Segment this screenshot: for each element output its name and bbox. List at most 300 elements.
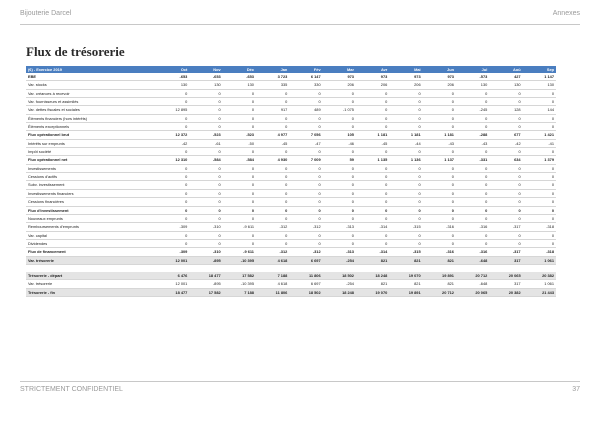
table-cell: 0 xyxy=(156,173,189,181)
table-cell: 0 xyxy=(289,89,322,97)
table-cell: 0 xyxy=(456,181,489,189)
column-header-month: Oct xyxy=(156,66,189,73)
table-cell: -653 xyxy=(189,73,222,81)
page-title: Flux de trésorerie xyxy=(26,44,125,59)
table-cell: 0 xyxy=(189,106,222,114)
column-header-month: Mar xyxy=(323,66,356,73)
table-row xyxy=(26,89,556,97)
table-cell: 0 xyxy=(156,214,189,222)
table-cell: -653 xyxy=(223,73,256,81)
table-cell: 1 421 xyxy=(523,131,556,139)
table-cell: 0 xyxy=(389,231,422,239)
table-cell: 0 xyxy=(423,106,456,114)
table-cell: 18 477 xyxy=(189,272,222,280)
table-cell: 0 xyxy=(289,231,322,239)
table-row xyxy=(26,139,556,147)
table-cell: 0 xyxy=(489,123,522,131)
table-cell: -315 xyxy=(389,248,422,256)
table-cell: 0 xyxy=(356,214,389,222)
table-cell: 0 xyxy=(356,89,389,97)
table-cell: 0 xyxy=(523,164,556,172)
table-cell: 0 xyxy=(189,189,222,197)
table-cell: -313 xyxy=(323,223,356,231)
row-label xyxy=(26,264,156,272)
footer-divider xyxy=(20,381,580,382)
table-cell: 0 xyxy=(289,148,322,156)
table-cell: 0 xyxy=(156,114,189,122)
page-footer xyxy=(20,386,580,398)
table-row xyxy=(26,256,556,264)
table-cell: 821 xyxy=(423,256,456,264)
table-cell: -288 xyxy=(456,131,489,139)
table-cell: 19 891 xyxy=(389,288,422,296)
table-cell: 0 xyxy=(289,98,322,106)
table-row xyxy=(26,239,556,247)
table-cell: 0 xyxy=(189,89,222,97)
row-label: Var. trésorerie xyxy=(26,256,156,264)
table-cell: 0 xyxy=(423,189,456,197)
table-cell: 0 xyxy=(489,173,522,181)
table-cell: 0 xyxy=(189,231,222,239)
table-cell: 1 137 xyxy=(423,156,456,164)
table-cell: 0 xyxy=(189,114,222,122)
table-cell: 1 181 xyxy=(389,131,422,139)
table-cell: 0 xyxy=(223,214,256,222)
row-label: Trésorerie - fin xyxy=(26,288,156,296)
table-cell: 4 930 xyxy=(256,156,289,164)
table-cell: -43 xyxy=(423,139,456,147)
table-cell xyxy=(489,264,522,272)
table-cell: 18 248 xyxy=(356,272,389,280)
table-cell: 0 xyxy=(423,206,456,214)
table-cell: -42 xyxy=(489,139,522,147)
column-header-month: Fév xyxy=(289,66,322,73)
table-cell: 20 382 xyxy=(489,288,522,296)
table-cell: 20 065 xyxy=(456,288,489,296)
table-cell: 0 xyxy=(423,123,456,131)
table-cell: -312 xyxy=(256,223,289,231)
table-cell: 11 806 xyxy=(289,272,322,280)
table-cell: 0 xyxy=(389,198,422,206)
table-cell: 1 181 xyxy=(356,131,389,139)
table-cell: 0 xyxy=(156,98,189,106)
table-cell: -584 xyxy=(189,156,222,164)
table-cell: 0 xyxy=(489,98,522,106)
table-cell: -310 xyxy=(189,223,222,231)
table-cell: 130 xyxy=(489,81,522,89)
table-cell: 4 977 xyxy=(256,131,289,139)
table-cell: 0 xyxy=(523,98,556,106)
table-cell: 0 xyxy=(189,173,222,181)
table-cell: 0 xyxy=(389,114,422,122)
table-cell: 0 xyxy=(189,214,222,222)
table-cell: -314 xyxy=(356,223,389,231)
table-row xyxy=(26,173,556,181)
table-cell: 130 xyxy=(223,81,256,89)
column-header-month: Déc xyxy=(223,66,256,73)
table-cell: -44 xyxy=(389,139,422,147)
table-cell: 0 xyxy=(289,173,322,181)
table-cell: 0 xyxy=(256,164,289,172)
table-cell xyxy=(523,264,556,272)
table-cell: 130 xyxy=(156,81,189,89)
table-cell: 0 xyxy=(523,206,556,214)
table-cell: 0 xyxy=(389,206,422,214)
table-cell: 634 xyxy=(489,156,522,164)
column-header-month: Jan xyxy=(256,66,289,73)
table-cell: 0 xyxy=(523,189,556,197)
table-cell: -45 xyxy=(356,139,389,147)
company-name: Bijouterie Darcel xyxy=(20,10,72,17)
table-cell: 0 xyxy=(223,89,256,97)
table-cell: 0 xyxy=(256,239,289,247)
table-cell: 0 xyxy=(156,198,189,206)
table-cell: 6 697 xyxy=(289,256,322,264)
table-cell: 0 xyxy=(389,214,422,222)
table-cell: 0 xyxy=(356,106,389,114)
table-cell: -314 xyxy=(356,248,389,256)
table-cell: -573 xyxy=(456,73,489,81)
table-cell: 821 xyxy=(356,256,389,264)
table-cell: 1 061 xyxy=(523,256,556,264)
table-cell: 0 xyxy=(256,231,289,239)
table-row xyxy=(26,198,556,206)
table-cell: 0 xyxy=(356,198,389,206)
table-row xyxy=(26,148,556,156)
table-row xyxy=(26,181,556,189)
row-label: Remboursements d'emprunts xyxy=(26,223,156,231)
table-cell: 0 xyxy=(456,164,489,172)
table-cell: 0 xyxy=(489,214,522,222)
table-cell: -648 xyxy=(456,280,489,288)
table-cell: 0 xyxy=(289,164,322,172)
row-label: Flux opérationnel net xyxy=(26,156,156,164)
table-cell: 12 310 xyxy=(156,156,189,164)
table-cell: 0 xyxy=(289,114,322,122)
table-cell: 0 xyxy=(189,198,222,206)
table-row xyxy=(26,73,556,81)
table-cell: 0 xyxy=(456,206,489,214)
row-label: Investissements xyxy=(26,164,156,172)
table-cell: 0 xyxy=(423,198,456,206)
table-cell: 20 065 xyxy=(489,272,522,280)
table-cell: 0 xyxy=(489,239,522,247)
table-cell: 0 xyxy=(456,114,489,122)
table-cell: 0 xyxy=(389,189,422,197)
table-row xyxy=(26,264,556,272)
table-cell: -895 xyxy=(189,280,222,288)
table-cell: 105 xyxy=(323,131,356,139)
table-header-row xyxy=(26,66,556,73)
row-label: Éléments exceptionnels xyxy=(26,123,156,131)
table-cell xyxy=(389,264,422,272)
table-cell: 0 xyxy=(289,123,322,131)
table-cell: 0 xyxy=(523,214,556,222)
table-cell: 1 147 xyxy=(523,73,556,81)
table-cell: 0 xyxy=(323,198,356,206)
table-cell: -317 xyxy=(489,248,522,256)
table-cell: -523 xyxy=(189,131,222,139)
row-label: Var. stocks xyxy=(26,81,156,89)
table-cell xyxy=(223,264,256,272)
table-cell: 19 070 xyxy=(389,272,422,280)
table-cell: 6 697 xyxy=(289,280,322,288)
table-cell: 0 xyxy=(489,89,522,97)
table-row xyxy=(26,98,556,106)
table-cell: 0 xyxy=(289,181,322,189)
row-label: Impôt société xyxy=(26,148,156,156)
table-cell: 21 443 xyxy=(523,288,556,296)
table-cell: -310 xyxy=(189,248,222,256)
row-label: Éléments financiers (hors intérêts) xyxy=(26,114,156,122)
table-cell: 59 xyxy=(323,156,356,164)
table-cell: 0 xyxy=(523,231,556,239)
table-cell: -316 xyxy=(423,223,456,231)
table-cell: 1 136 xyxy=(389,156,422,164)
table-cell: 7 056 xyxy=(289,131,322,139)
table-cell: 0 xyxy=(323,214,356,222)
table-cell: -312 xyxy=(289,248,322,256)
table-cell: 0 xyxy=(223,164,256,172)
row-label: Var. fournisseurs et assimilés xyxy=(26,98,156,106)
table-cell: 0 xyxy=(456,239,489,247)
table-cell: -331 xyxy=(456,156,489,164)
header-divider xyxy=(20,24,580,25)
table-cell: -61 xyxy=(189,139,222,147)
table-cell: 0 xyxy=(289,206,322,214)
table-row xyxy=(26,156,556,164)
table-cell: 206 xyxy=(423,81,456,89)
table-cell: 0 xyxy=(323,164,356,172)
table-cell xyxy=(156,264,189,272)
table-cell xyxy=(289,264,322,272)
table-cell: 0 xyxy=(323,148,356,156)
table-cell: 0 xyxy=(156,123,189,131)
table-cell: 0 xyxy=(523,148,556,156)
table-cell: 12 372 xyxy=(156,131,189,139)
table-cell: 20 382 xyxy=(523,272,556,280)
table-cell: 821 xyxy=(356,280,389,288)
table-cell: -42 xyxy=(156,139,189,147)
table-cell: -895 xyxy=(189,256,222,264)
table-cell: -318 xyxy=(523,223,556,231)
table-cell: 317 xyxy=(489,280,522,288)
table-row xyxy=(26,114,556,122)
table-cell: 0 xyxy=(356,114,389,122)
column-header-month: Mai xyxy=(389,66,422,73)
table-cell: 0 xyxy=(223,189,256,197)
table-cell: 11 806 xyxy=(256,288,289,296)
table-cell: 0 xyxy=(423,181,456,189)
column-header-month: Jul xyxy=(456,66,489,73)
table-cell xyxy=(423,264,456,272)
table-cell: 19 891 xyxy=(423,272,456,280)
table-row xyxy=(26,214,556,222)
table-cell: 0 xyxy=(456,198,489,206)
table-cell: 821 xyxy=(389,256,422,264)
row-label: Trésorerie - départ xyxy=(26,272,156,280)
table-cell: 4 618 xyxy=(256,256,289,264)
table-cell: 0 xyxy=(256,206,289,214)
table-cell: -41 xyxy=(523,139,556,147)
table-cell: 0 xyxy=(323,98,356,106)
table-cell: 0 xyxy=(423,148,456,156)
table-cell: 489 xyxy=(289,106,322,114)
table-cell: 0 xyxy=(389,173,422,181)
table-cell: 12 001 xyxy=(156,280,189,288)
table-cell: 0 xyxy=(323,239,356,247)
row-label: Flux d'investissement xyxy=(26,206,156,214)
table-cell: 0 xyxy=(456,98,489,106)
table-cell: 130 xyxy=(189,81,222,89)
table-cell: 0 xyxy=(256,198,289,206)
table-cell: 0 xyxy=(423,114,456,122)
table-cell: 0 xyxy=(323,89,356,97)
table-cell: 335 xyxy=(256,81,289,89)
table-cell: 0 xyxy=(256,214,289,222)
table-cell: 0 xyxy=(423,214,456,222)
table-cell: 1 379 xyxy=(523,156,556,164)
table-cell: 144 xyxy=(523,106,556,114)
table-cell: 0 xyxy=(156,148,189,156)
table-cell: 0 xyxy=(223,106,256,114)
table-cell: 0 xyxy=(423,239,456,247)
table-cell: 0 xyxy=(356,148,389,156)
table-cell: 7 009 xyxy=(289,156,322,164)
table-cell: -245 xyxy=(456,106,489,114)
table-cell: 0 xyxy=(456,189,489,197)
table-cell: 0 xyxy=(356,206,389,214)
table-cell: -9 611 xyxy=(223,223,256,231)
table-cell: 206 xyxy=(389,81,422,89)
table-cell: 0 xyxy=(223,114,256,122)
table-cell: 0 xyxy=(323,231,356,239)
table-cell: 0 xyxy=(156,231,189,239)
table-cell: 0 xyxy=(489,164,522,172)
table-cell: 0 xyxy=(356,164,389,172)
table-cell: 130 xyxy=(523,81,556,89)
table-cell: 7 188 xyxy=(256,272,289,280)
table-row xyxy=(26,248,556,256)
table-cell: 0 xyxy=(323,206,356,214)
row-label: Dividendes xyxy=(26,239,156,247)
table-cell: 0 xyxy=(156,89,189,97)
row-label: Var. dettes fiscales et sociales xyxy=(26,106,156,114)
table-cell: 0 xyxy=(256,148,289,156)
table-cell: 0 xyxy=(456,148,489,156)
table-cell: 0 xyxy=(489,114,522,122)
table-cell: 0 xyxy=(456,173,489,181)
row-label: Var. créances à recevoir xyxy=(26,89,156,97)
table-cell: -523 xyxy=(223,131,256,139)
page-header xyxy=(20,10,580,22)
table-cell: 0 xyxy=(256,123,289,131)
table-cell: -312 xyxy=(256,248,289,256)
table-cell: 973 xyxy=(423,73,456,81)
table-cell: 0 xyxy=(389,239,422,247)
table-cell: -9 611 xyxy=(223,248,256,256)
table-body xyxy=(26,73,556,296)
table-cell: 0 xyxy=(489,206,522,214)
table-cell: 12 001 xyxy=(156,256,189,264)
table-cell: 0 xyxy=(389,89,422,97)
table-cell: 20 712 xyxy=(423,288,456,296)
table-cell: -45 xyxy=(256,139,289,147)
table-cell: 821 xyxy=(423,280,456,288)
row-label: Cessions d'actifs xyxy=(26,173,156,181)
table-cell: 0 xyxy=(189,123,222,131)
table-row xyxy=(26,81,556,89)
table-cell: 12 895 xyxy=(156,106,189,114)
table-cell: 0 xyxy=(356,189,389,197)
table-cell: 0 xyxy=(256,98,289,106)
table-cell: -43 xyxy=(456,139,489,147)
table-cell: -584 xyxy=(223,156,256,164)
table-cell: 0 xyxy=(456,123,489,131)
column-header-month: Avr xyxy=(356,66,389,73)
table-cell: 0 xyxy=(289,198,322,206)
table-cell: 0 xyxy=(323,189,356,197)
table-cell: 3 723 xyxy=(256,73,289,81)
row-label: Investissements financiers xyxy=(26,189,156,197)
table-cell: 128 xyxy=(489,106,522,114)
table-cell: 0 xyxy=(356,181,389,189)
table-cell: 0 xyxy=(389,181,422,189)
table-cell: 0 xyxy=(423,231,456,239)
table-cell: 0 xyxy=(523,173,556,181)
table-cell: 0 xyxy=(489,231,522,239)
table-cell: 0 xyxy=(156,181,189,189)
table-row xyxy=(26,164,556,172)
table-cell: 0 xyxy=(523,114,556,122)
table-cell: -313 xyxy=(323,248,356,256)
row-label: Var. trésorerie xyxy=(26,280,156,288)
table-cell xyxy=(356,264,389,272)
table-cell: 0 xyxy=(356,123,389,131)
table-cell: 0 xyxy=(356,231,389,239)
table-cell: 18 502 xyxy=(323,272,356,280)
table-cell: 0 xyxy=(423,98,456,106)
table-cell: 0 xyxy=(523,89,556,97)
section-name: Annexes xyxy=(552,10,580,17)
table-cell: 0 xyxy=(189,148,222,156)
table-cell: 0 xyxy=(323,114,356,122)
table-cell: 0 xyxy=(523,123,556,131)
table-cell: 1 135 xyxy=(356,156,389,164)
table-cell: 0 xyxy=(356,173,389,181)
table-cell: 0 xyxy=(323,181,356,189)
table-cell: -316 xyxy=(423,248,456,256)
table-cell: 0 xyxy=(523,239,556,247)
table-cell: 330 xyxy=(289,81,322,89)
table-cell: 973 xyxy=(389,73,422,81)
table-row xyxy=(26,288,556,296)
table-cell: 17 582 xyxy=(189,288,222,296)
table-cell: 19 070 xyxy=(356,288,389,296)
table-cell xyxy=(256,264,289,272)
table-row xyxy=(26,272,556,280)
table-cell: 0 xyxy=(223,181,256,189)
table-cell: 0 xyxy=(323,123,356,131)
table-cell: 0 xyxy=(423,164,456,172)
table-cell: -10 395 xyxy=(223,280,256,288)
column-header-label: (€) - Exercice 2019 xyxy=(26,66,156,73)
table-cell: -47 xyxy=(289,139,322,147)
table-cell: -648 xyxy=(456,256,489,264)
table-cell: -309 xyxy=(156,223,189,231)
table-cell: 0 xyxy=(489,148,522,156)
row-label: Nouveaux emprunts xyxy=(26,214,156,222)
